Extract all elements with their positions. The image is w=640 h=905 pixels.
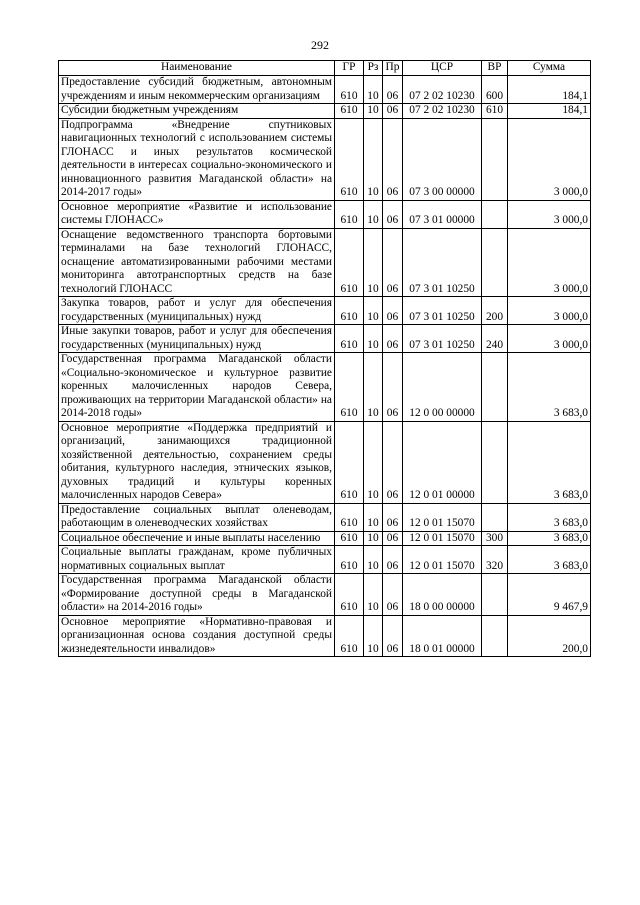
cell-csr: 07 3 01 10250 xyxy=(403,325,482,353)
header-csr: ЦСР xyxy=(403,61,482,76)
cell-csr: 07 2 02 10230 xyxy=(403,76,482,104)
cell-sum: 3 683,0 xyxy=(508,546,591,574)
cell-gr: 610 xyxy=(335,297,364,325)
cell-pr: 06 xyxy=(383,228,403,297)
cell-gr: 610 xyxy=(335,104,364,119)
cell-name: Основное мероприятие «Нормативно-правовая и организационная основа создания доступной среды жизнедеятельности инвалидов» xyxy=(59,615,335,657)
cell-pr: 06 xyxy=(383,325,403,353)
cell-vr xyxy=(482,503,508,531)
cell-csr: 12 0 01 15070 xyxy=(403,546,482,574)
table-row xyxy=(59,118,591,200)
cell-gr: 610 xyxy=(335,228,364,297)
cell-gr: 610 xyxy=(335,503,364,531)
cell-name: Государственная программа Магаданской области «Формирование доступной среды в Магаданской области» на 2014-2016 годы» xyxy=(59,574,335,616)
cell-sum: 3 683,0 xyxy=(508,503,591,531)
page-number: 292 xyxy=(311,38,329,52)
table-header xyxy=(59,61,591,76)
header-sum: Сумма xyxy=(508,61,591,76)
cell-rz: 10 xyxy=(364,503,383,531)
cell-name: Государственная программа Магаданской области «Социально-экономическое и культурное развитие коренных малочисленных народов Севера, проживающих на территории Магаданской области» на 2014-2018 годы» xyxy=(59,353,335,422)
cell-pr: 06 xyxy=(383,104,403,119)
cell-vr xyxy=(482,353,508,422)
table-row xyxy=(59,200,591,228)
cell-name: Предоставление социальных выплат оленеводам, работающим в оленеводческих хозяйствах xyxy=(59,503,335,531)
cell-sum: 184,1 xyxy=(508,76,591,104)
cell-rz: 10 xyxy=(364,615,383,657)
cell-vr xyxy=(482,421,508,503)
cell-vr xyxy=(482,200,508,228)
cell-rz: 10 xyxy=(364,76,383,104)
table-row xyxy=(59,503,591,531)
cell-rz: 10 xyxy=(364,200,383,228)
cell-csr: 18 0 00 00000 xyxy=(403,574,482,616)
cell-rz: 10 xyxy=(364,118,383,200)
cell-vr: 200 xyxy=(482,297,508,325)
table-row xyxy=(59,546,591,574)
cell-csr: 12 0 01 00000 xyxy=(403,421,482,503)
cell-rz: 10 xyxy=(364,104,383,119)
cell-gr: 610 xyxy=(335,546,364,574)
cell-pr: 06 xyxy=(383,546,403,574)
table-row xyxy=(59,325,591,353)
cell-sum: 184,1 xyxy=(508,104,591,119)
cell-csr: 12 0 01 15070 xyxy=(403,503,482,531)
cell-pr: 06 xyxy=(383,200,403,228)
cell-gr: 610 xyxy=(335,76,364,104)
header-gr: ГР xyxy=(335,61,364,76)
header-vr: ВР xyxy=(482,61,508,76)
cell-vr: 240 xyxy=(482,325,508,353)
cell-csr: 07 3 01 10250 xyxy=(403,228,482,297)
header-name: Наименование xyxy=(59,61,335,76)
cell-sum: 3 000,0 xyxy=(508,325,591,353)
cell-name: Оснащение ведомственного транспорта бортовыми терминалами на базе технологий ГЛОНАСС, оснащение автоматизированными рабочими местами мониторинга автотранспортных средств на базе технологий ГЛОНАСС xyxy=(59,228,335,297)
table-row xyxy=(59,421,591,503)
cell-rz: 10 xyxy=(364,353,383,422)
header-rz: Рз xyxy=(364,61,383,76)
cell-rz: 10 xyxy=(364,546,383,574)
cell-pr: 06 xyxy=(383,615,403,657)
cell-gr: 610 xyxy=(335,531,364,546)
cell-vr xyxy=(482,118,508,200)
cell-pr: 06 xyxy=(383,297,403,325)
cell-vr xyxy=(482,615,508,657)
cell-gr: 610 xyxy=(335,574,364,616)
cell-sum: 3 683,0 xyxy=(508,353,591,422)
cell-pr: 06 xyxy=(383,118,403,200)
cell-pr: 06 xyxy=(383,503,403,531)
cell-gr: 610 xyxy=(335,200,364,228)
cell-name: Субсидии бюджетным учреждениям xyxy=(59,104,335,119)
cell-name: Закупка товаров, работ и услуг для обеспечения государственных (муниципальных) нужд xyxy=(59,297,335,325)
cell-csr: 07 3 00 00000 xyxy=(403,118,482,200)
table-row xyxy=(59,228,591,297)
cell-csr: 18 0 01 00000 xyxy=(403,615,482,657)
cell-sum: 9 467,9 xyxy=(508,574,591,616)
cell-csr: 12 0 00 00000 xyxy=(403,353,482,422)
cell-gr: 610 xyxy=(335,421,364,503)
cell-pr: 06 xyxy=(383,574,403,616)
table-row xyxy=(59,104,591,119)
cell-sum: 3 000,0 xyxy=(508,297,591,325)
cell-vr: 320 xyxy=(482,546,508,574)
table-row xyxy=(59,531,591,546)
cell-gr: 610 xyxy=(335,325,364,353)
cell-sum: 3 683,0 xyxy=(508,421,591,503)
cell-rz: 10 xyxy=(364,228,383,297)
cell-sum: 3 000,0 xyxy=(508,118,591,200)
cell-vr xyxy=(482,574,508,616)
cell-rz: 10 xyxy=(364,574,383,616)
cell-rz: 10 xyxy=(364,421,383,503)
cell-csr: 07 2 02 10230 xyxy=(403,104,482,119)
cell-sum: 3 000,0 xyxy=(508,228,591,297)
cell-sum: 200,0 xyxy=(508,615,591,657)
cell-name: Основное мероприятие «Развитие и использование системы ГЛОНАСС» xyxy=(59,200,335,228)
header-row xyxy=(59,61,591,76)
cell-rz: 10 xyxy=(364,297,383,325)
cell-name: Социальные выплаты гражданам, кроме публичных нормативных социальных выплат xyxy=(59,546,335,574)
cell-sum: 3 683,0 xyxy=(508,531,591,546)
table-row xyxy=(59,297,591,325)
cell-pr: 06 xyxy=(383,531,403,546)
cell-vr: 610 xyxy=(482,104,508,119)
table-row xyxy=(59,574,591,616)
table-body xyxy=(59,76,591,657)
cell-rz: 10 xyxy=(364,531,383,546)
cell-name: Подпрограмма «Внедрение спутниковых навигационных технологий с использованием системы ГЛОНАСС и иных результатов космической деятельности в интересах социально-экономического и инновационного развития Магаданской области» на 2014-2017 годы» xyxy=(59,118,335,200)
cell-rz: 10 xyxy=(364,325,383,353)
cell-name: Основное мероприятие «Поддержка предприятий и организаций, занимающихся традиционной хозяйственной деятельностью, сохранением среды обитания, культурного наследия, этнических языков, духовных традиций и культуры коренных малочисленных народов Севера» xyxy=(59,421,335,503)
table-row xyxy=(59,76,591,104)
cell-csr: 07 3 01 00000 xyxy=(403,200,482,228)
cell-vr xyxy=(482,228,508,297)
cell-name: Социальное обеспечение и иные выплаты населению xyxy=(59,531,335,546)
cell-pr: 06 xyxy=(383,353,403,422)
cell-csr: 07 3 01 10250 xyxy=(403,297,482,325)
cell-pr: 06 xyxy=(383,76,403,104)
cell-pr: 06 xyxy=(383,421,403,503)
cell-csr: 12 0 01 15070 xyxy=(403,531,482,546)
table-row xyxy=(59,353,591,422)
cell-vr: 300 xyxy=(482,531,508,546)
header-pr: Пр xyxy=(383,61,403,76)
cell-name: Предоставление субсидий бюджетным, автономным учреждениям и иным некоммерческим организациям xyxy=(59,76,335,104)
cell-gr: 610 xyxy=(335,353,364,422)
cell-sum: 3 000,0 xyxy=(508,200,591,228)
cell-gr: 610 xyxy=(335,615,364,657)
budget-table xyxy=(58,60,591,657)
cell-gr: 610 xyxy=(335,118,364,200)
cell-vr: 600 xyxy=(482,76,508,104)
table-row xyxy=(59,615,591,657)
cell-name: Иные закупки товаров, работ и услуг для обеспечения государственных (муниципальных) нужд xyxy=(59,325,335,353)
